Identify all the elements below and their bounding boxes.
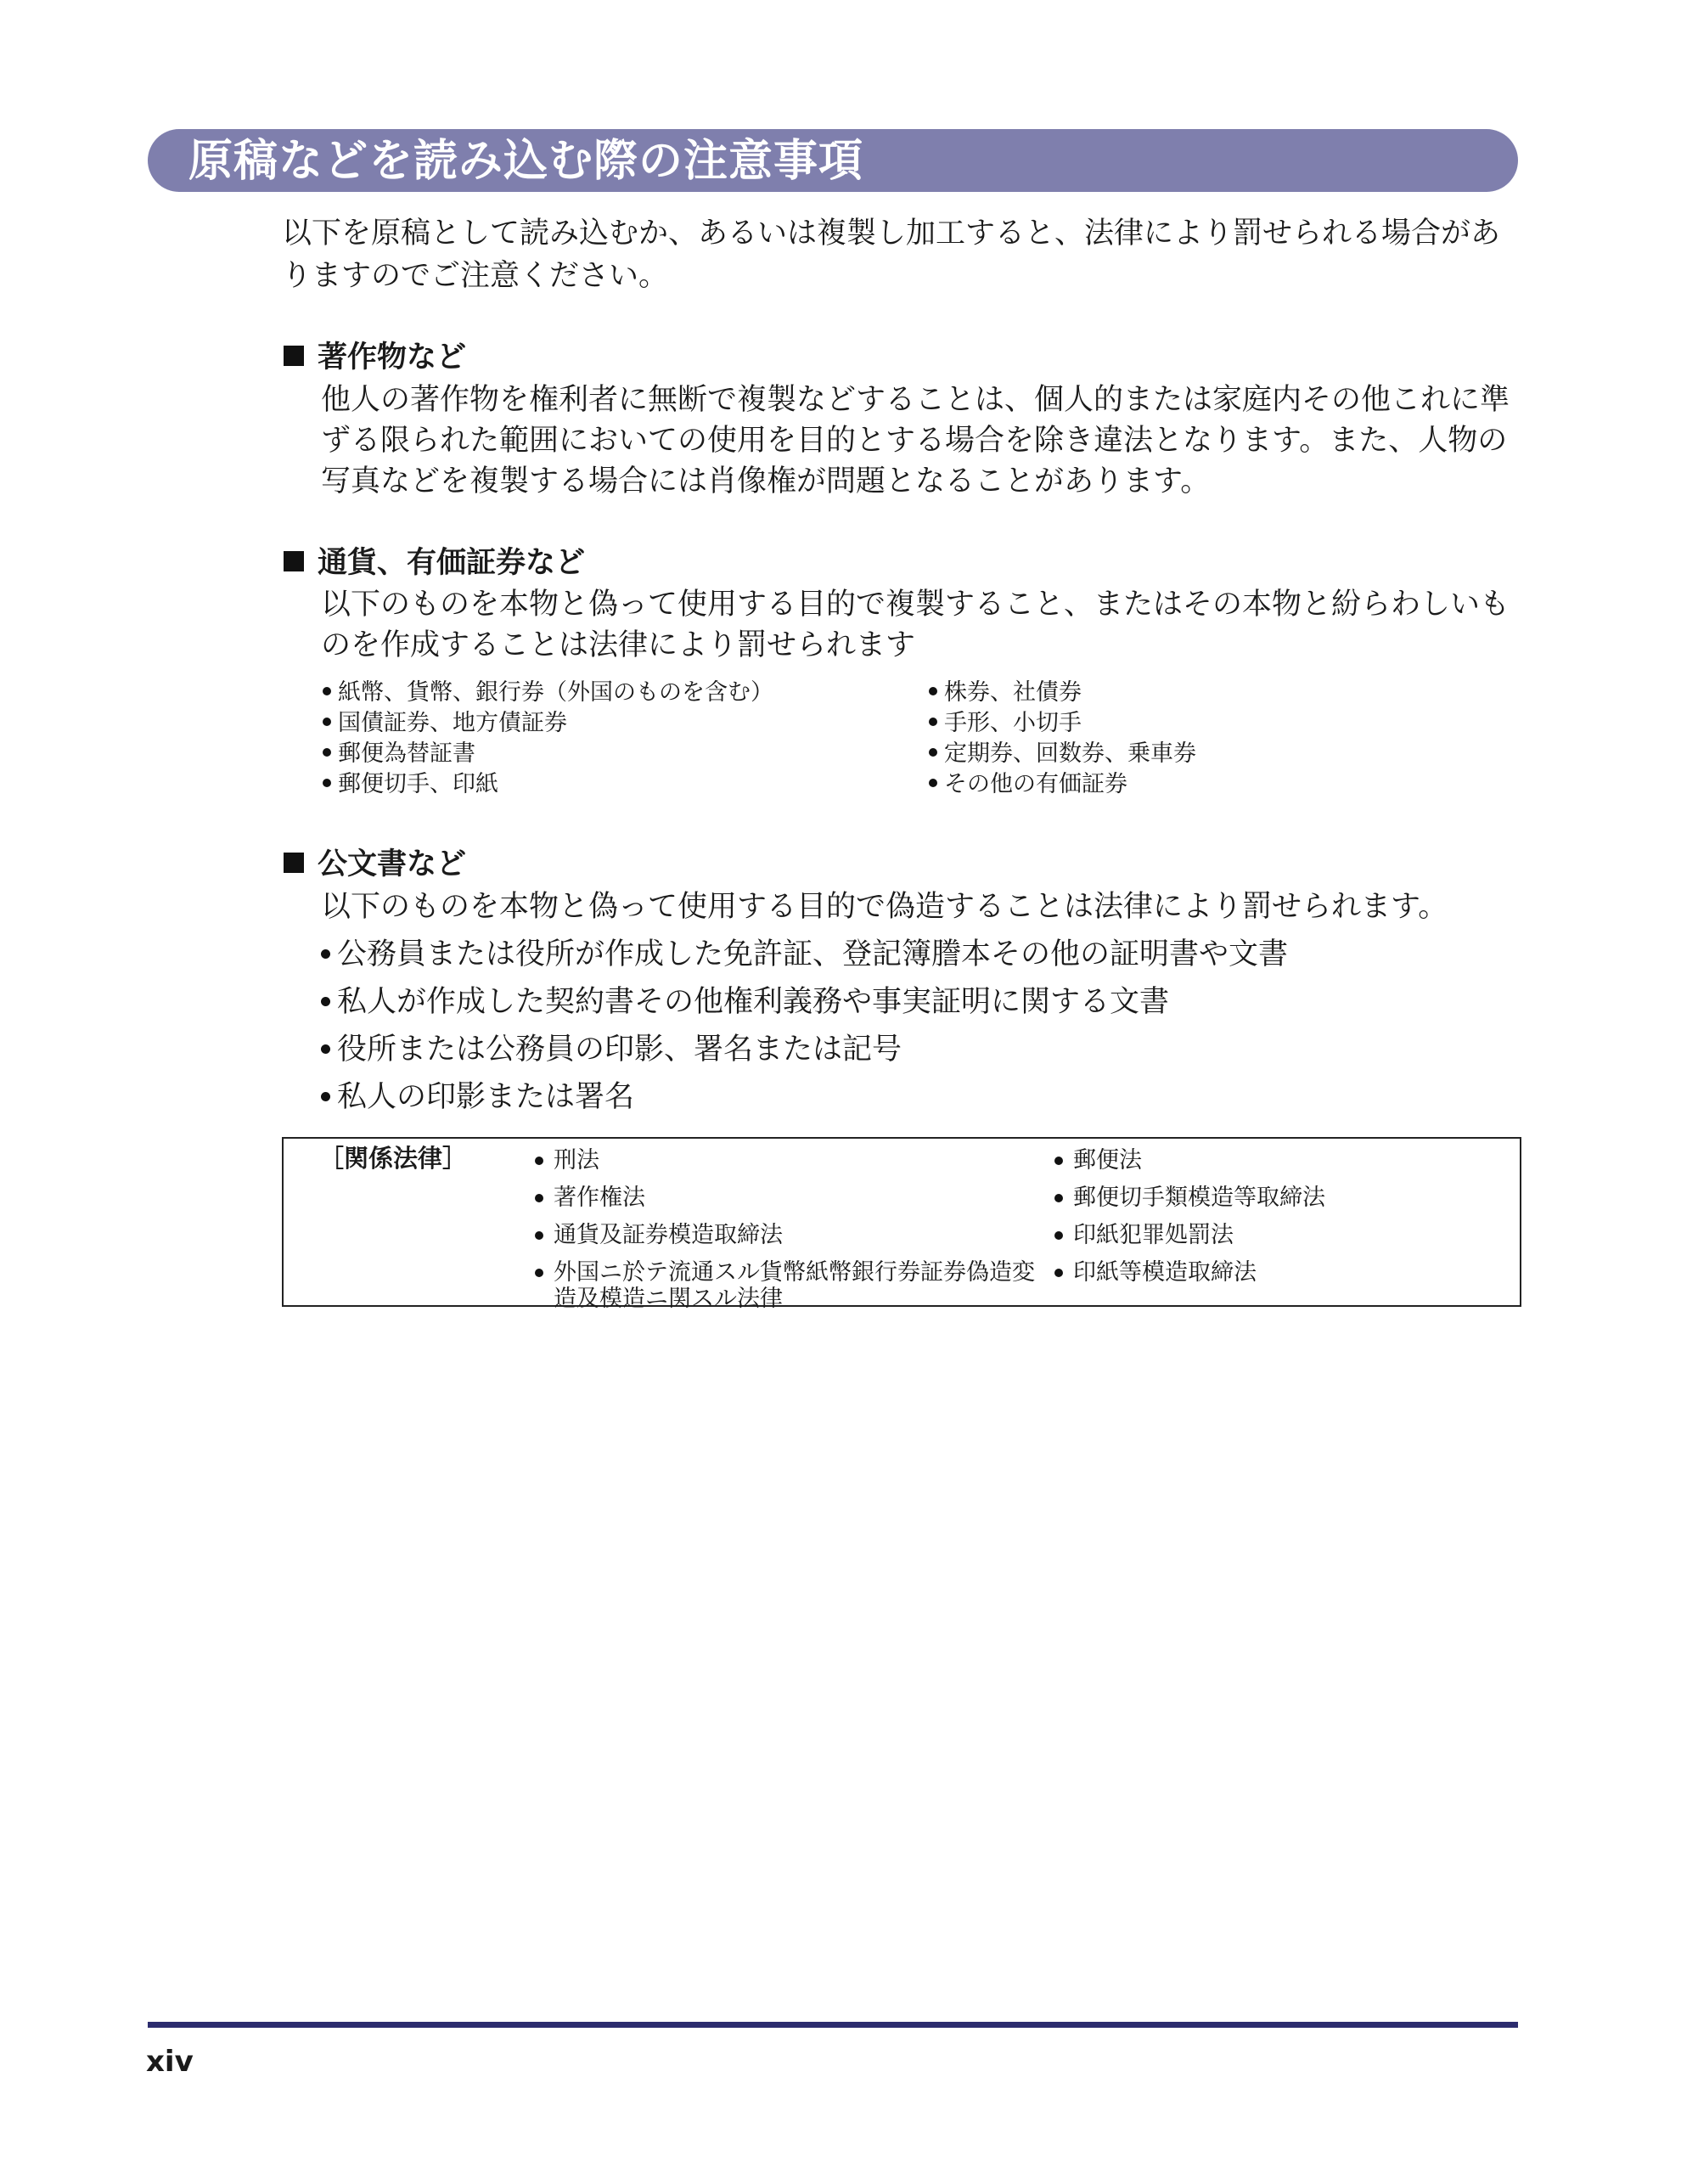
section-body-official-documents: 以下のものを本物と偽って使用する目的で偽造することは法律により罰せられます。 — [321, 890, 1448, 924]
list-item: 郵便為替証書 — [323, 739, 773, 769]
section-heading-official-documents — [284, 845, 466, 884]
square-bullet-icon — [284, 853, 304, 873]
list-item: 私人の印影または署名 — [321, 1073, 1288, 1121]
square-bullet-icon — [284, 346, 304, 366]
section-heading-label: 著作物など — [318, 341, 467, 374]
bullet-icon — [929, 779, 937, 787]
intro-paragraph: 以下を原稿として読み込むか、あるいは複製し加工すると、法律により罰せられる場合がありますのでご注意ください。 — [282, 217, 1501, 293]
section-body-copyright: 他人の著作物を権利者に無断で複製などすることは、個人的または家庭内その他これに準ずる限られた範囲においての使用を目的とする場合を除き違法となります。また、人物の写真などを複製する場合には肖像権が問題となることがあります。 — [321, 383, 1510, 498]
page-title-bar — [148, 129, 1518, 192]
currency-list-left — [323, 678, 773, 800]
related-laws-list-left — [535, 1142, 1044, 1312]
section-heading-label: 公文書など — [318, 847, 467, 881]
list-item: 郵便切手類模造等取締法 — [1054, 1179, 1496, 1217]
list-item: 印紙等模造取締法 — [1054, 1254, 1496, 1292]
section-heading-label: 通貨、有価証券など — [318, 546, 586, 580]
list-item: 手形、小切手 — [929, 708, 1196, 739]
related-laws-list-right — [1054, 1142, 1496, 1292]
bullet-icon — [535, 1231, 543, 1240]
bullet-icon — [321, 1044, 330, 1054]
list-item: 外国ニ於テ流通スル貨幣紙幣銀行券証券偽造変造及模造ニ関スル法律 — [535, 1254, 1044, 1312]
list-item: 郵便切手、印紙 — [323, 769, 773, 800]
bullet-icon — [323, 779, 331, 787]
list-item: 通貨及証券模造取締法 — [535, 1217, 1044, 1254]
bullet-icon — [535, 1269, 543, 1277]
bullet-icon — [1054, 1194, 1063, 1202]
section-heading-currency — [284, 543, 585, 583]
bullet-icon — [929, 718, 937, 726]
list-item: その他の有価証券 — [929, 769, 1196, 800]
bullet-icon — [321, 1092, 330, 1101]
related-laws-label: ［関係法律］ — [319, 1144, 468, 1173]
bullet-icon — [929, 748, 937, 757]
related-laws-box — [282, 1137, 1521, 1312]
bullet-icon — [323, 748, 331, 757]
list-item: 役所または公務員の印影、署名または記号 — [321, 1026, 1288, 1073]
page-number: xiv — [146, 2045, 194, 2079]
section-heading-copyright — [284, 338, 466, 377]
list-item: 印紙犯罪処罰法 — [1054, 1217, 1496, 1254]
bullet-icon — [321, 997, 330, 1006]
list-item: 紙幣、貨幣、銀行券（外国のものを含む） — [323, 678, 773, 708]
bullet-icon — [1054, 1157, 1063, 1165]
list-item: 定期券、回数券、乗車券 — [929, 739, 1196, 769]
page-title: 原稿などを読み込む際の注意事項 — [188, 136, 864, 187]
section-body-currency: 以下のものを本物と偽って使用する目的で複製すること、またはその本物と紛らわしいものを作成することは法律により罰せられます — [321, 588, 1510, 662]
list-item: 郵便法 — [1054, 1142, 1496, 1179]
bullet-icon — [535, 1194, 543, 1202]
list-item: 株券、社債券 — [929, 678, 1196, 708]
currency-list-right — [929, 678, 1196, 800]
bullet-icon — [323, 687, 331, 695]
bullet-icon — [323, 718, 331, 726]
list-item: 刑法 — [535, 1142, 1044, 1179]
list-item: 私人が作成した契約書その他権利義務や事実証明に関する文書 — [321, 978, 1288, 1026]
list-item: 国債証券、地方債証券 — [323, 708, 773, 739]
footer-rule — [148, 2022, 1518, 2028]
bullet-icon — [321, 949, 330, 959]
bullet-icon — [535, 1157, 543, 1165]
list-item: 公務員または役所が作成した免許証、登記簿謄本その他の証明書や文書 — [321, 931, 1288, 978]
square-bullet-icon — [284, 551, 304, 571]
official-documents-list — [321, 931, 1288, 1121]
bullet-icon — [1054, 1231, 1063, 1240]
bullet-icon — [929, 687, 937, 695]
bullet-icon — [1054, 1269, 1063, 1277]
list-item: 著作権法 — [535, 1179, 1044, 1217]
